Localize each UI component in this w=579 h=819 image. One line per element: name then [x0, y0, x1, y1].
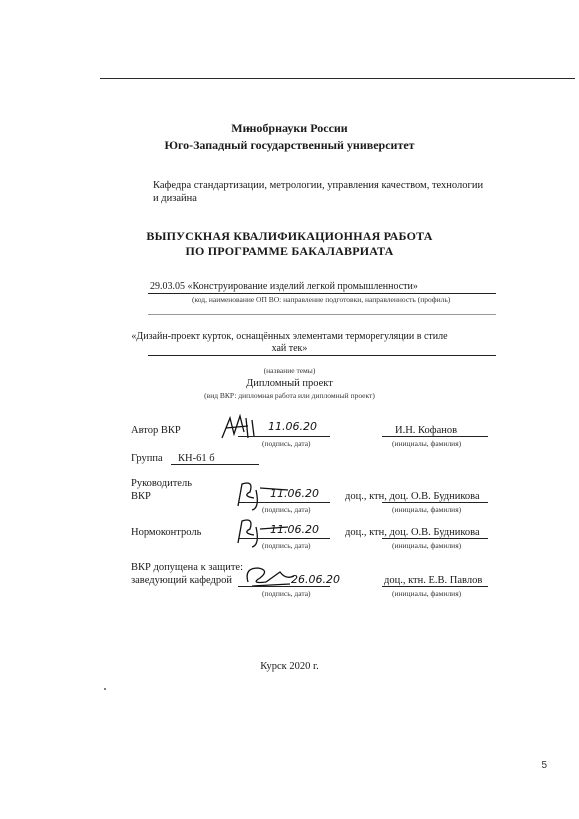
department-line-1: Кафедра стандартизации, метрологии, управления качеством, технологии — [153, 180, 484, 191]
supervisor-sig-caption: (подпись, дата) — [262, 505, 311, 514]
author-name: И.Н. Кофанов — [395, 425, 458, 436]
admission-sig-caption: (подпись, дата) — [262, 589, 311, 598]
admission-name: доц., ктн. Е.В. Павлов — [384, 575, 483, 586]
city-year: Курск 2020 г. — [260, 661, 319, 672]
topic-underline — [148, 355, 496, 356]
work-type-caption: (вид ВКР: дипломная работа или дипломный проект) — [204, 391, 375, 400]
admission-label-2: заведующий кафедрой — [131, 575, 233, 586]
group-label: Группа — [131, 453, 163, 464]
specialty-caption: (код, наименование ОП ВО: направление подготовки, направленность (профиль) — [192, 295, 451, 304]
normcontrol-sig-date: 11.06.20 — [270, 523, 319, 536]
page-number: 5 — [541, 760, 547, 771]
author-name-line — [382, 436, 488, 437]
admission-name-line — [382, 586, 488, 587]
university-name: Юго-Западный государственный университет — [164, 138, 415, 152]
top-rule — [100, 78, 575, 79]
topic-line-2: хай тек» — [271, 343, 308, 354]
supervisor-name: доц., ктн, доц. О.В. Будникова — [345, 491, 480, 502]
author-name-caption: (инициалы, фамилия) — [392, 439, 462, 448]
ministry-name: Минобрнауки России — [231, 121, 348, 135]
normcontrol-name-caption: (инициалы, фамилия) — [392, 541, 462, 550]
specialty-underline — [148, 293, 496, 294]
work-title-line-1: ВЫПУСКНАЯ КВАЛИФИКАЦИОННАЯ РАБОТА — [146, 229, 433, 243]
group-value: КН-61 б — [178, 453, 215, 464]
blank-line — [148, 314, 496, 315]
topic-caption: (название темы) — [263, 366, 316, 375]
normcontrol-sig-line — [238, 538, 330, 539]
admission-sig-line — [238, 586, 330, 587]
normcontrol-name-line — [382, 538, 488, 539]
supervisor-sig-date: 11.06.20 — [270, 487, 319, 500]
scan-speck — [104, 688, 106, 690]
work-type-value: Дипломный проект — [246, 378, 333, 389]
admission-label-1: ВКР допущена к защите: — [131, 562, 243, 573]
group-underline — [171, 464, 259, 465]
author-sig-date: 11.06.20 — [268, 420, 317, 433]
work-title-line-2: ПО ПРОГРАММЕ БАКАЛАВРИАТА — [185, 244, 394, 258]
admission-sig-date: 26.06.20 — [291, 573, 340, 586]
specialty-value: 29.03.05 «Конструирование изделий легкой промышленности» — [150, 281, 418, 292]
author-label: Автор ВКР — [131, 425, 181, 436]
supervisor-label-1: Руководитель — [131, 478, 192, 489]
supervisor-sig-line — [238, 502, 330, 503]
admission-name-caption: (инициалы, фамилия) — [392, 589, 462, 598]
author-signature — [218, 412, 268, 442]
normcontrol-name: доц., ктн, доц. О.В. Будникова — [345, 527, 480, 538]
supervisor-name-line — [382, 502, 488, 503]
supervisor-label-2: ВКР — [131, 491, 151, 502]
topic-line-1: «Дизайн-проект курток, оснащённых элементами терморегуляции в стиле — [131, 331, 448, 342]
normcontrol-label: Нормоконтроль — [131, 527, 202, 538]
author-sig-line — [238, 436, 330, 437]
department-line-2: и дизайна — [153, 193, 197, 204]
normcontrol-sig-caption: (подпись, дата) — [262, 541, 311, 550]
supervisor-name-caption: (инициалы, фамилия) — [392, 505, 462, 514]
author-sig-caption: (подпись, дата) — [262, 439, 311, 448]
